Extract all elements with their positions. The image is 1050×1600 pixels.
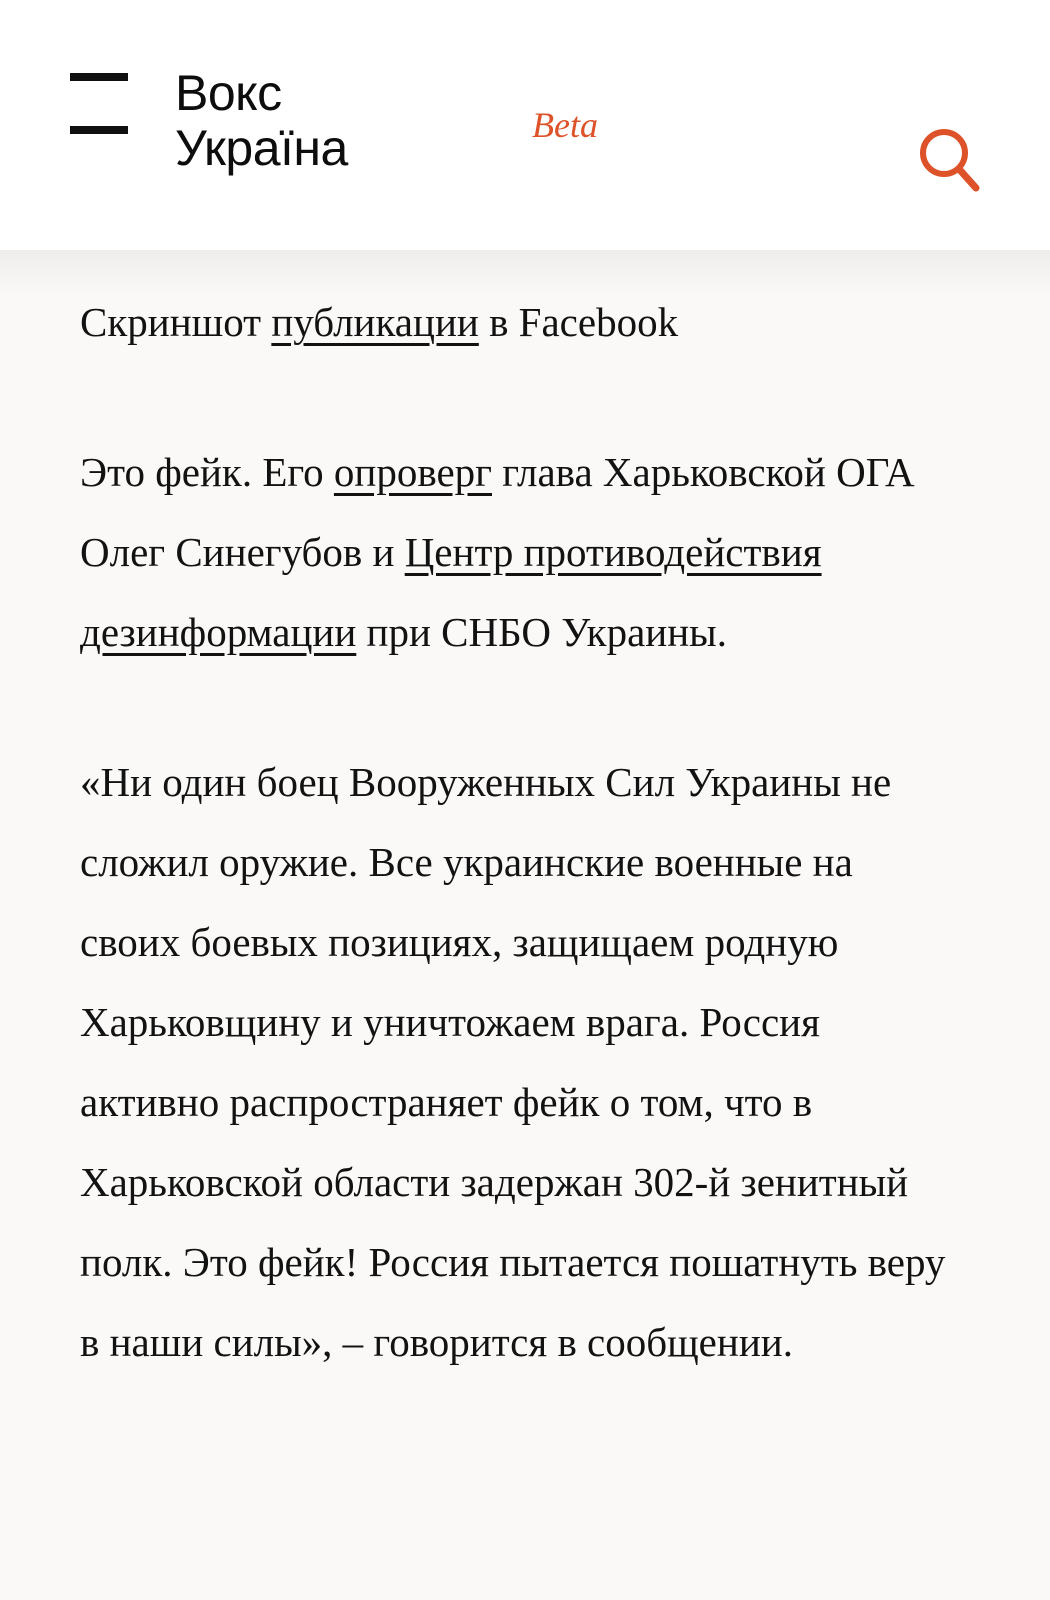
paragraph: [80, 742, 950, 1382]
text-run: в Facebook: [478, 299, 679, 345]
text-run: «Ни один боец Вооруженных Сил Украины не сложил оружие. Все украинские военные на своих боевых позициях, защищаем родную Харьковщину и уничтожаем врага. Россия активно распространяет фейк о том, что в Харьковской области задержан 302-й зенитный полк. Это фейк! Россия пытается пошатнуть веру в наши силы», – говорится в сообщении.: [80, 759, 946, 1365]
hamburger-bar: [70, 73, 128, 81]
hamburger-icon[interactable]: [70, 73, 128, 134]
article-body: [0, 250, 1050, 1600]
text-run: при СНБО Украины.: [356, 609, 727, 655]
inline-link[interactable]: опроверг: [333, 449, 492, 495]
inline-link[interactable]: публикации: [271, 299, 479, 345]
paragraph: [80, 432, 950, 672]
inline-link[interactable]: Центр противодействия дезинформации: [80, 529, 822, 655]
text-run: Скриншот: [80, 299, 272, 345]
text-run: Это фейк. Его: [80, 449, 334, 495]
paragraph: [80, 282, 950, 362]
logo-line1: Вокс: [175, 65, 282, 121]
search-icon[interactable]: [916, 124, 982, 194]
magnifier-glyph: [916, 124, 982, 194]
site-header: [0, 0, 1050, 250]
site-logo[interactable]: [175, 66, 348, 176]
logo-line2: Україна: [175, 120, 348, 176]
hamburger-bar: [70, 126, 128, 134]
text-run: глава Харьковской ОГА Олег Синегубов и: [80, 449, 915, 575]
beta-badge: Beta: [532, 105, 598, 145]
